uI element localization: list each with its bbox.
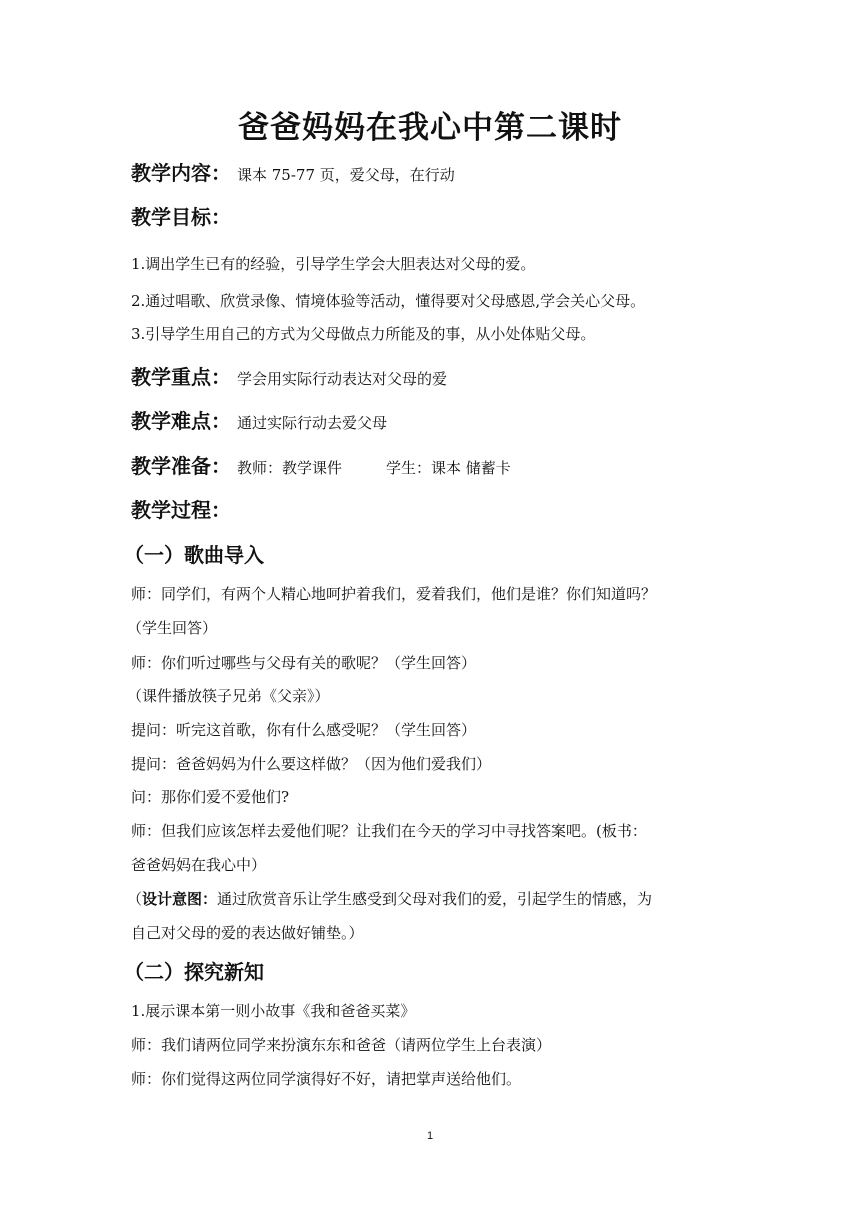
design-intent-label: 设计意图： — [142, 890, 218, 908]
goal-item: 3.引导学生用自己的方式为父母做点力所能及的事，从小处体贴父母。 — [131, 325, 596, 343]
dialogue-line: （学生回答） — [127, 619, 218, 637]
teaching-content-label: 教学内容： — [131, 161, 231, 185]
dialogue-line: 师：我们请两位同学来扮演东东和爸爸（请两位学生上台表演） — [131, 1036, 552, 1054]
dialogue-line: 爸爸妈妈在我心中） — [131, 856, 267, 874]
teaching-content-value: 课本 75-77 页，爱父母，在行动 — [237, 166, 455, 184]
dialogue-line: 问：那你们爱不爱他们? — [131, 788, 290, 806]
dialogue-line: 师：你们觉得这两位同学演得好不好，请把掌声送给他们。 — [131, 1070, 522, 1088]
key-point-value: 学会用实际行动表达对父母的爱 — [237, 370, 448, 388]
section-heading: （一）歌曲导入 — [124, 543, 264, 567]
dialogue-line: 1.展示课本第一则小故事《我和爸爸买菜》 — [131, 1002, 416, 1020]
dialogue-line: 师：但我们应该怎样去爱他们呢？让我们在今天的学习中寻找答案吧。(板书： — [131, 822, 647, 840]
section-heading: （二）探究新知 — [124, 960, 264, 984]
preparation-label: 教学准备： — [131, 454, 231, 478]
preparation — [131, 451, 741, 483]
preparation-student: 学生：课本 储蓄卡 — [386, 459, 511, 477]
dialogue-line: 师：同学们，有两个人精心地呵护着我们，爱着我们，他们是谁？你们知道吗？ — [131, 585, 657, 603]
difficulty-label: 教学难点： — [131, 409, 231, 433]
key-point — [131, 362, 741, 394]
process-label: 教学过程： — [131, 498, 231, 522]
dialogue-line: 师：你们听过哪些与父母有关的歌呢？（学生回答） — [131, 654, 477, 672]
preparation-teacher: 教师：教学课件 — [237, 459, 343, 477]
dialogue-line: 提问：听完这首歌，你有什么感受呢？（学生回答） — [131, 721, 477, 739]
document-title: 爸爸妈妈在我心中第二课时 — [238, 110, 622, 146]
design-intent-paren: （ — [127, 890, 143, 908]
design-intent-text: 通过欣赏音乐让学生感受到父母对我们的爱，引起学生的情感，为 — [217, 890, 653, 908]
goal-item: 2.通过唱歌、欣赏录像、情境体验等活动，懂得要对父母感恩,学会关心父母。 — [131, 292, 646, 310]
page-number: 1 — [426, 1130, 434, 1142]
goal-item: 1.调出学生已有的经验，引导学生学会大胆表达对父母的爱。 — [131, 255, 536, 273]
teaching-content — [131, 158, 741, 190]
dialogue-line: （课件播放筷子兄弟《父亲》） — [127, 687, 330, 705]
dialogue-line: 提问：爸爸妈妈为什么要这样做？（因为他们爱我们） — [131, 755, 492, 773]
difficulty-value: 通过实际行动去爱父母 — [237, 414, 388, 432]
difficulty — [131, 406, 741, 438]
teaching-goals-label: 教学目标： — [131, 205, 231, 229]
design-intent-continued: 自己对父母的爱的表达做好铺垫。） — [131, 924, 364, 942]
key-point-label: 教学重点： — [131, 365, 231, 389]
design-intent — [127, 887, 737, 911]
